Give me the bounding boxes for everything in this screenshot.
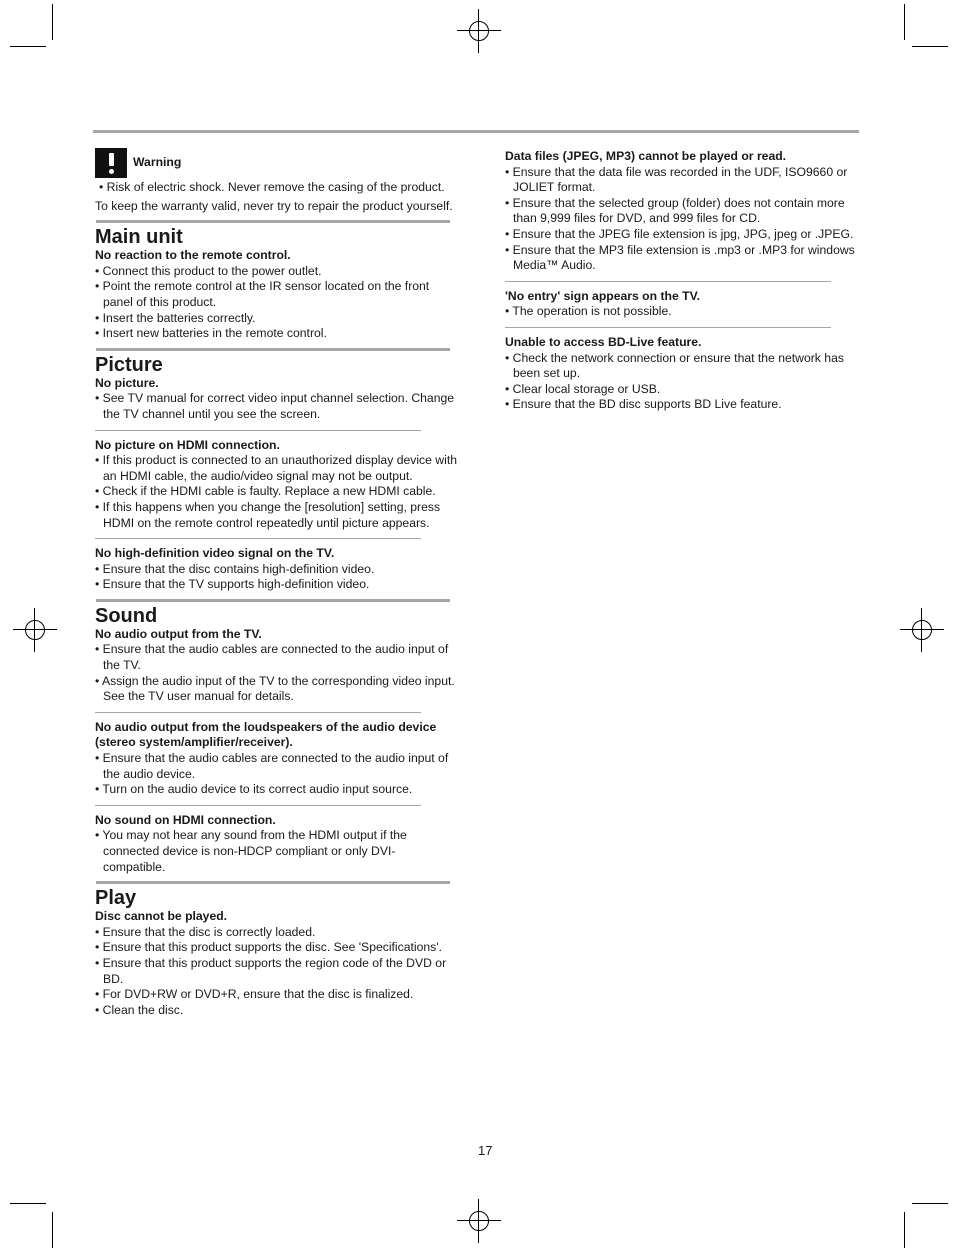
issue-divider <box>95 430 421 431</box>
crop-mark <box>912 46 948 47</box>
issue-item: • Ensure that this product supports the region code of the DVD or BD. <box>95 955 447 986</box>
issue-divider <box>505 327 831 328</box>
issue-item: • Check the network connection or ensure that the network has been set up. <box>505 350 844 381</box>
issue-heading: No high-definition video signal on the TV. <box>95 546 335 561</box>
warranty-note: To keep the warranty valid, never try to repair the product yourself. <box>95 198 453 213</box>
issue-divider <box>95 712 421 713</box>
issue-heading: No sound on HDMI connection. <box>95 812 276 827</box>
issue-item: • Ensure that the audio cables are connected to the audio input of the audio device. <box>95 751 449 781</box>
issue-item: • Ensure that the selected group (folder) does not contain more than 9,999 files for DVD, and 999 files for CD. <box>505 195 845 226</box>
issue-item: • Insert the batteries correctly. <box>95 310 256 325</box>
warning-list <box>95 180 457 196</box>
issue-item: • Connect this product to the power outlet. <box>95 263 322 278</box>
issue-heading: No picture. <box>95 375 159 390</box>
crop-mark <box>10 46 46 47</box>
issue-item: • Ensure that the MP3 file extension is .mp3 or .MP3 for windows Media™ Audio. <box>505 242 855 273</box>
issue-item: • Ensure that the BD disc supports BD Live feature. <box>505 397 782 412</box>
registration-mark-top <box>469 21 489 41</box>
issue-heading: No audio output from the TV. <box>95 626 262 641</box>
issue-item: • Ensure that this product supports the disc. See 'Specifications'. <box>95 940 442 955</box>
crop-mark <box>52 1212 53 1248</box>
issue-heading: No audio output from the loudspeakers of the audio device (stereo system/amplifier/receiver). <box>95 719 437 750</box>
section-rule <box>96 220 450 223</box>
section-title: Sound <box>95 604 158 627</box>
section-title: Picture <box>95 353 163 376</box>
troubleshooting-sections <box>95 220 457 1018</box>
issue-divider <box>505 281 831 282</box>
top-rule <box>93 130 859 133</box>
issue-item: • Ensure that the disc contains high-definition video. <box>95 561 375 576</box>
section-title: Play <box>95 887 137 910</box>
issue-item: • Ensure that the disc is correctly loaded. <box>95 924 316 939</box>
issue-item: • If this product is connected to an unauthorized display device with an HDMI cable, the audio/video signal may not be output. <box>95 453 457 483</box>
issue-item: • The operation is not possible. <box>505 304 672 319</box>
issue-item: • Clear local storage or USB. <box>505 381 661 396</box>
left-column <box>95 148 457 1018</box>
issue-heading: Data files (JPEG, MP3) cannot be played or read. <box>505 149 787 163</box>
section-title: Main unit <box>95 226 183 249</box>
section-rule <box>96 348 450 351</box>
issue-item: • Clean the disc. <box>95 1002 184 1017</box>
section-rule <box>96 599 450 602</box>
crop-mark <box>912 1203 948 1204</box>
issue-item: • For DVD+RW or DVD+R, ensure that the disc is finalized. <box>95 987 414 1002</box>
warning-title: Warning <box>133 155 182 170</box>
crop-mark <box>52 4 53 40</box>
issue-heading: Unable to access BD-Live feature. <box>505 334 702 349</box>
issue-item: • Ensure that the TV supports high-definition video. <box>95 577 370 592</box>
issue-item: • Assign the audio input of the TV to the corresponding video input. See the TV user manual for details. <box>95 673 455 704</box>
warning-icon <box>95 148 127 178</box>
page-number: 17 <box>478 1143 493 1158</box>
issue-heading: No picture on HDMI connection. <box>95 437 280 452</box>
issue-divider <box>95 538 421 539</box>
issue-heading: Disc cannot be played. <box>95 909 228 924</box>
issue-item: • Insert new batteries in the remote control. <box>95 326 327 341</box>
issue-item: • See TV manual for correct video input channel selection. Change the TV channel until you see the screen. <box>95 391 455 421</box>
issue-divider <box>95 805 421 806</box>
warning-item: • Risk of electric shock. Never remove the casing of the product. <box>99 180 445 194</box>
issue-item: • Ensure that the JPEG file extension is jpg, JPG, jpeg or .JPEG. <box>505 226 854 241</box>
issue-item: • Point the remote control at the IR sensor located on the front panel of this product. <box>95 279 430 309</box>
issue-item: • You may not hear any sound from the HDMI output if the connected device is non-HDCP compliant or only DVI-compatible. <box>95 828 407 874</box>
crop-mark <box>904 1212 905 1248</box>
issue-item: • Ensure that the audio cables are connected to the audio input of the TV. <box>95 642 449 673</box>
issue-item: • Check if the HDMI cable is faulty. Replace a new HDMI cable. <box>95 484 436 499</box>
crop-mark <box>10 1203 46 1204</box>
issue-item: • If this happens when you change the [resolution] setting, press HDMI on the remote control repeatedly until picture appears. <box>95 499 441 530</box>
registration-mark-left <box>25 620 45 640</box>
registration-mark-right <box>912 620 932 640</box>
section-rule <box>96 881 450 884</box>
warning-header <box>95 148 457 178</box>
issue-heading: No reaction to the remote control. <box>95 248 291 263</box>
crop-mark <box>904 4 905 40</box>
registration-mark-bottom <box>469 1211 489 1231</box>
issue-item: • Turn on the audio device to its correct audio input source. <box>95 782 413 797</box>
issue-item: • Ensure that the data file was recorded in the UDF, ISO9660 or JOLIET format. <box>505 164 848 195</box>
issue-heading: 'No entry' sign appears on the TV. <box>505 288 700 303</box>
right-column <box>505 149 865 413</box>
